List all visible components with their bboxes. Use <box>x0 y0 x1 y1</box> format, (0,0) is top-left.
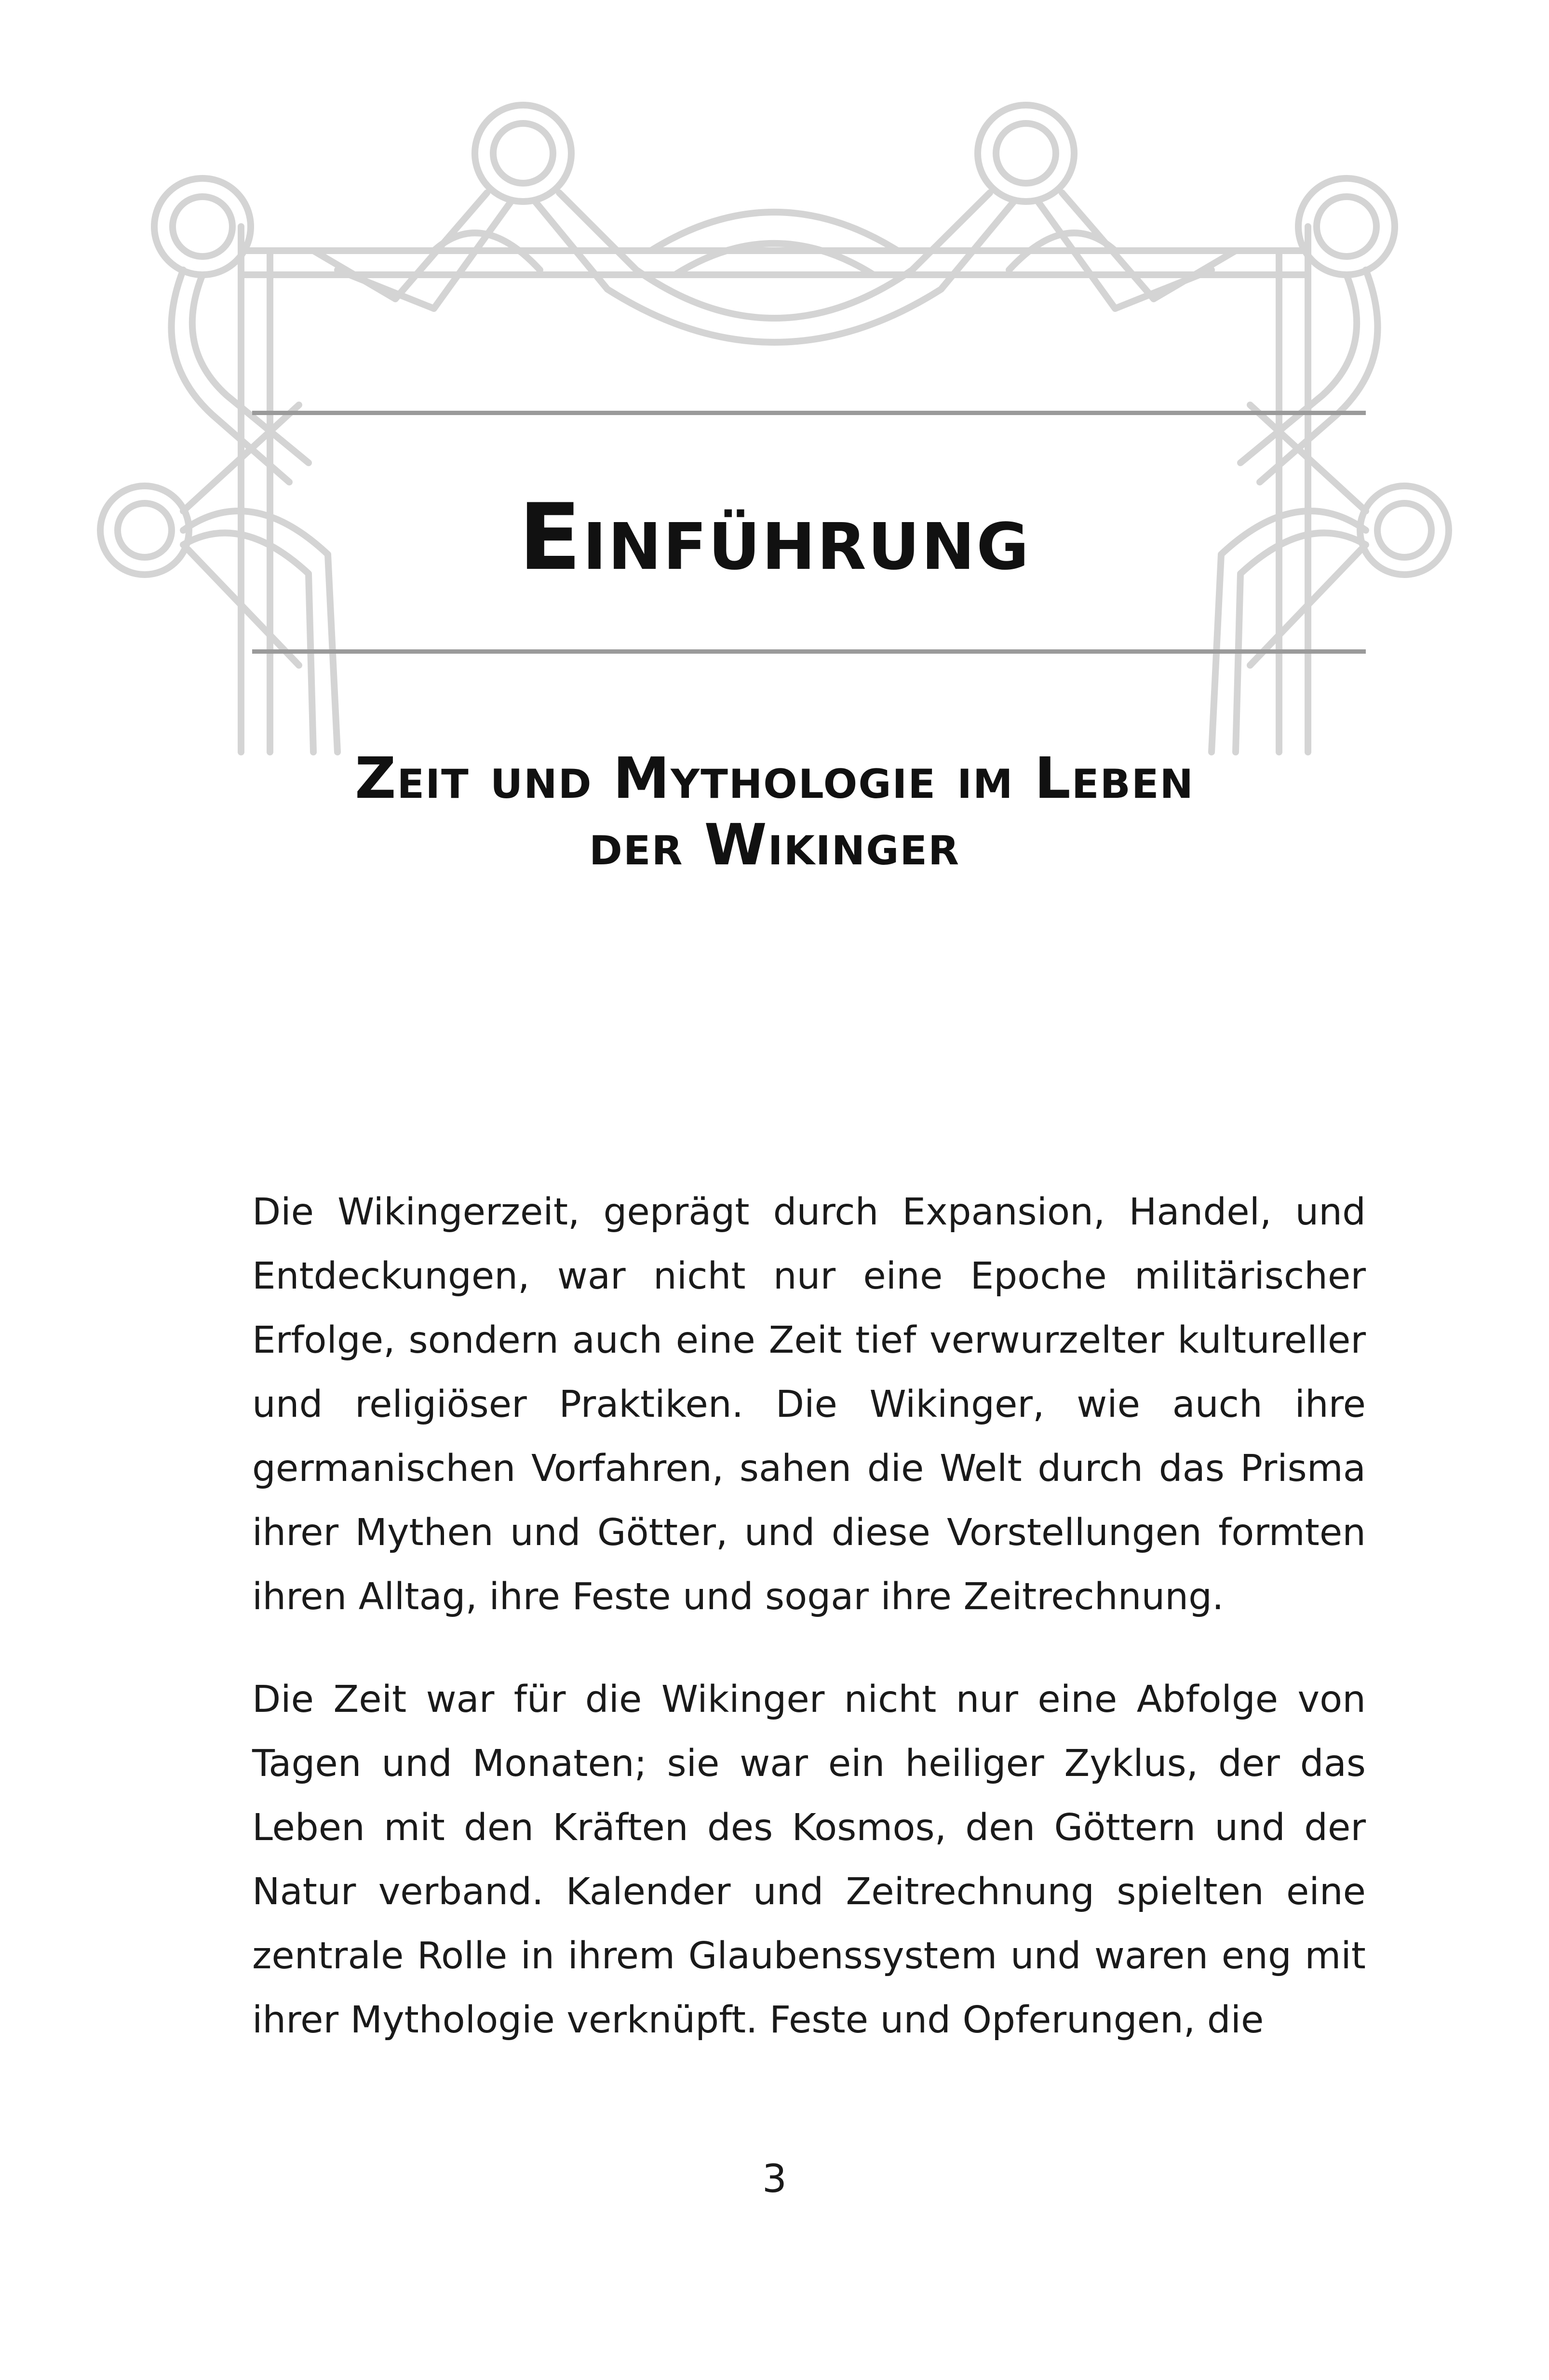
paragraph: Die Zeit war für die Wikinger nicht nur eine Abfolge von Tagen und Monaten; sie war ein heiliger Zyklus, der das Leben mit den Kräften des Kosmos, den Göttern und der Natur verband. Kalender und Zeitrechnung spielten eine zentrale Rolle in ihrem Glaubenssystem und waren eng mit ihrer Mythologie verknüpft. Feste und Opferungen, die <box>252 1678 1366 2042</box>
subtitle-line-2: der Wikinger <box>589 811 960 878</box>
page-number: 3 <box>762 2156 787 2201</box>
paragraph: Die Wikingerzeit, geprägt durch Expansion, Handel, und Entdeckungen, war nicht nur eine Epoche militärischer Erfolge, sondern auch eine Zeit tief verwurzelter kultureller und religiöser Praktiken. Die Wikinger, wie auch ihre germanischen Vorfahren, sahen die Welt durch das Prisma ihrer Mythen und Götter, und diese Vorstellungen formten ihren Alltag, ihre Feste und sogar ihre Zeitrechnung. <box>252 1191 1366 1618</box>
chapter-subtitle <box>0 745 1549 878</box>
title-rule-bottom <box>252 649 1366 654</box>
celtic-knot-frame-icon <box>0 0 1549 820</box>
chapter-title: Einführung <box>518 484 1031 591</box>
title-rule-top <box>252 411 1366 415</box>
subtitle-line-1: Zeit und Mythologie im Leben <box>355 745 1194 811</box>
body-text <box>252 1180 1366 2091</box>
